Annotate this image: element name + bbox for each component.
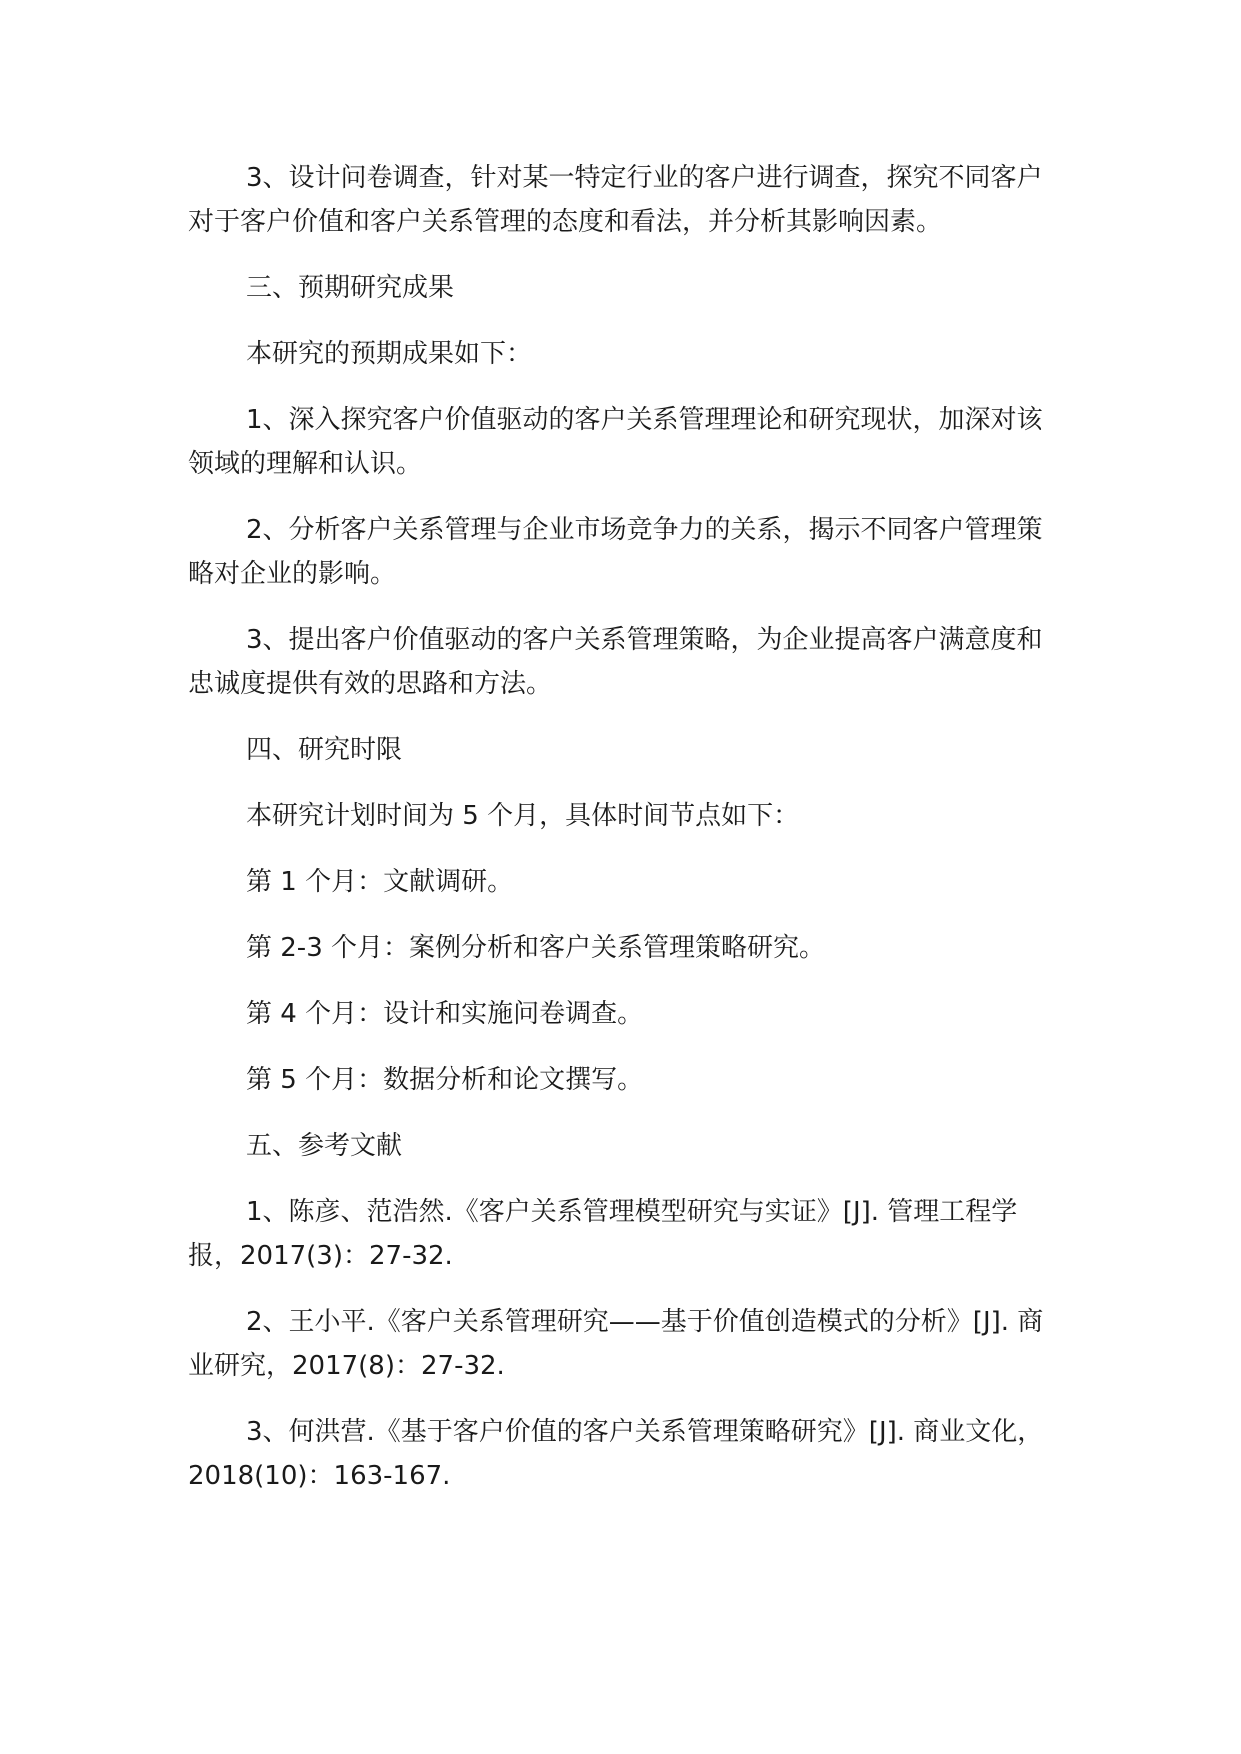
reference-3: 3、何洪营.《基于客户价值的客户关系管理策略研究》[J]. 商业文化，2018(10)：163-167.	[188, 1417, 1044, 1491]
paragraph-survey-design: 3、设计问卷调查，针对某一特定行业的客户进行调查，探究不同客户对于客户价值和客户关系管理的态度和看法，并分析其影响因素。	[188, 163, 1043, 237]
section-heading-expected-results: 三、预期研究成果	[246, 273, 455, 303]
paragraph-timeline-intro: 本研究计划时间为 5 个月，具体时间节点如下：	[246, 801, 800, 831]
paragraph-expected-3: 3、提出客户价值驱动的客户关系管理策略，为企业提高客户满意度和忠诚度提供有效的思路和方法。	[188, 625, 1043, 699]
paragraph-month-4: 第 4 个月：设计和实施问卷调查。	[246, 999, 644, 1029]
section-heading-timeline: 四、研究时限	[246, 735, 403, 765]
paragraph-expected-intro: 本研究的预期成果如下：	[246, 339, 533, 369]
paragraph-expected-1: 1、深入探究客户价值驱动的客户关系管理理论和研究现状，加深对该领域的理解和认识。	[188, 405, 1043, 479]
paragraph-month-5: 第 5 个月：数据分析和论文撰写。	[246, 1065, 644, 1095]
reference-2: 2、王小平.《客户关系管理研究——基于价值创造模式的分析》[J]. 商业研究，2017(8)：27-32.	[188, 1307, 1044, 1381]
paragraph-month-2-3: 第 2-3 个月：案例分析和客户关系管理策略研究。	[246, 933, 825, 963]
document-body	[188, 156, 1054, 1520]
section-heading-references: 五、参考文献	[246, 1131, 403, 1161]
paragraph-month-1: 第 1 个月：文献调研。	[246, 867, 514, 897]
paragraph-expected-2: 2、分析客户关系管理与企业市场竞争力的关系，揭示不同客户管理策略对企业的影响。	[188, 515, 1043, 589]
reference-1: 1、陈彦、范浩然.《客户关系管理模型研究与实证》[J]. 管理工程学报，2017(3)：27-32.	[188, 1197, 1018, 1271]
